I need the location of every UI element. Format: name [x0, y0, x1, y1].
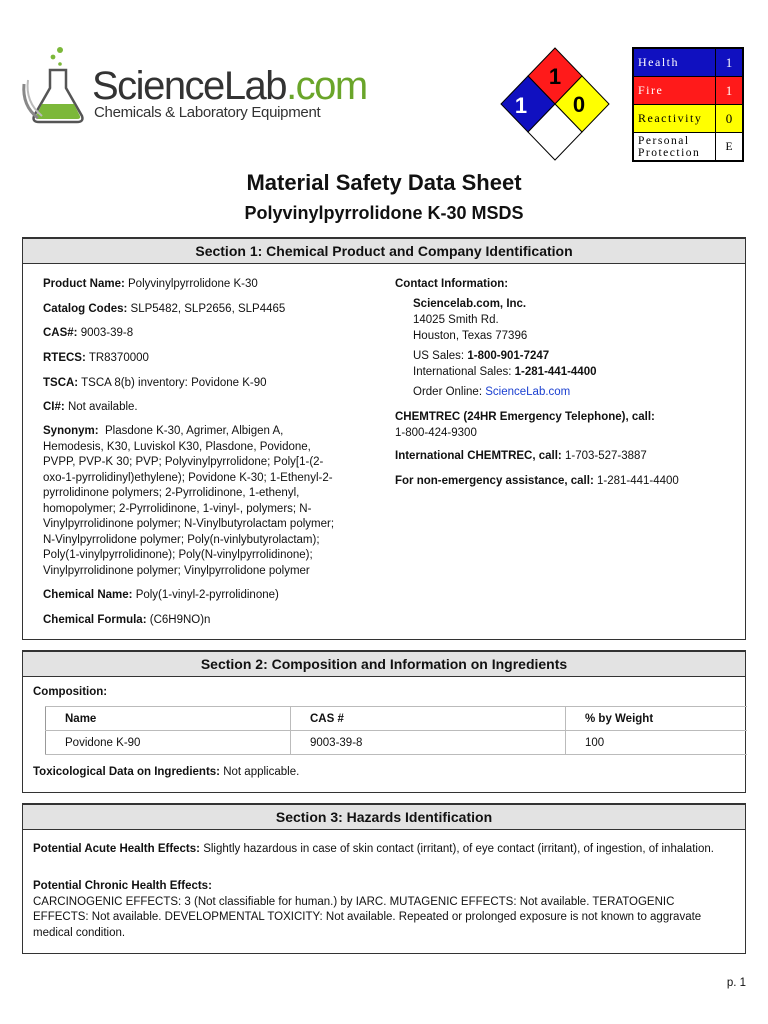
synonym-line: pyrrolidinone polymers; 2-Pyrrolidinone, 1-ethenyl, [43, 487, 300, 499]
nfpa-diamond [499, 46, 611, 164]
hazard-value: 0 [716, 105, 744, 133]
document-subtitle: Polyvinylpyrrolidone K-30 MSDS [244, 203, 524, 223]
page-number: p. 1 [726, 977, 746, 989]
synonym-line: homopolymer; 2-Pyrrolidinone, 1-vinyl-, polymers; N- [43, 502, 312, 515]
nfpa-fire-value: 1 [548, 64, 562, 89]
field-label: CAS#: [43, 327, 78, 339]
table-cell: Povidone K-90 [46, 731, 291, 755]
sciencelab-logo [20, 44, 367, 124]
synonym-line: PVPP, PVP-K 30; PVP; Polyvinylpyrrolidone; Poly[1-(2- [43, 456, 324, 468]
column-header: Name [46, 707, 291, 731]
us-sales [413, 349, 549, 365]
field-label: Chemical Formula: [43, 614, 147, 626]
composition-label: Composition: [33, 686, 108, 698]
field-value: 9003-39-8 [80, 327, 134, 339]
section-1 [22, 237, 746, 640]
field-label: International CHEMTREC, call: [395, 450, 562, 462]
company-name: Sciencelab.com, Inc. [413, 298, 527, 310]
synonym-line: Vinylpyrrolidinone polymer; Vinylpyrrolidone polymer [43, 564, 310, 577]
field-value: Slightly hazardous in case of skin contact (irritant), of eye contact (irritant), of ingestion, of inhalation. [203, 843, 714, 855]
chemical-formula-field [43, 613, 210, 629]
field-label: RTECS: [43, 352, 86, 364]
hazard-label: Fire [633, 77, 716, 105]
synonym-line: Vinylpyrrolidinone polymer; N-Vinylbutyrolactam polymer; [43, 518, 335, 530]
ci-field [43, 400, 138, 416]
flask-icon [20, 44, 90, 124]
product-name-field [43, 277, 258, 293]
logo-word-science: Science [92, 64, 224, 108]
synonym-line: N-Vinylpyrrolidone polymer; Poly(n-vinlybutyrolactam); [43, 533, 320, 546]
section-heading: Section 1: Chemical Product and Company Identification [23, 237, 745, 264]
section-3 [22, 803, 746, 954]
synonym-field [43, 424, 373, 579]
nfpa-health-value: 1 [514, 93, 528, 118]
field-value: 1-703-527-3887 [564, 450, 647, 462]
chemical-name-field [43, 588, 279, 604]
address-line-2: Houston, Texas 77396 [413, 330, 528, 342]
field-label: TSCA: [43, 377, 79, 389]
synonym-line [43, 424, 373, 440]
logo-word-domain: .com [286, 64, 367, 108]
column-header: CAS # [291, 707, 566, 731]
logo-wordmark [92, 66, 367, 106]
chronic-health-effects [33, 879, 733, 941]
international-sales [413, 365, 597, 381]
table-header-row [46, 707, 748, 731]
field-label: Product Name: [43, 278, 125, 290]
international-chemtrec-field [395, 449, 647, 465]
field-value: Plasdone K-30, Agrimer, Albigen A, [104, 425, 284, 437]
hazard-row-health [633, 48, 743, 77]
field-value: TR8370000 [88, 352, 149, 364]
field-value: 1-800-901-7247 [467, 350, 550, 362]
field-value: (C6H9NO)n [149, 614, 211, 626]
field-label: Toxicological Data on Ingredients: [33, 766, 221, 778]
section-heading: Section 2: Composition and Information on Ingredients [23, 650, 745, 677]
contact-info-label: Contact Information: [395, 278, 509, 290]
acute-health-effects [33, 842, 733, 858]
non-emergency-field [395, 474, 679, 490]
hazard-value: 1 [716, 48, 744, 77]
hazard-rating-table [632, 47, 744, 162]
hazard-row-fire [633, 77, 743, 105]
rtecs-field [43, 351, 149, 367]
field-label: US Sales: [413, 350, 465, 362]
field-value: TSCA 8(b) inventory: Povidone K-90 [81, 377, 267, 389]
field-value: 1-800-424-9300 [395, 426, 477, 439]
synonym-line: oxo-1-pyrrolidinyl)ethylene); Povidone K-30; 1-Ethenyl-2- [43, 471, 333, 484]
field-label: International Sales: [413, 366, 512, 378]
hazard-value: 1 [716, 77, 744, 105]
section-2 [22, 650, 746, 793]
field-label: Order Online: [413, 386, 483, 398]
field-label: Synonym: [43, 425, 99, 437]
synonym-line: Poly(1-vinylpyrrolidinone); Poly(N-vinylpyrrolidinone); [43, 549, 313, 561]
nfpa-reactivity-value: 0 [572, 92, 586, 117]
chemtrec-field [395, 410, 655, 441]
hazard-label: Personal Protection [633, 133, 716, 162]
section-heading: Section 3: Hazards Identification [23, 803, 745, 830]
composition-table [45, 706, 747, 755]
field-value: SLP5482, SLP2656, SLP4465 [130, 303, 286, 315]
order-online [413, 385, 570, 401]
sciencelab-link[interactable]: ScienceLab.com [485, 386, 571, 398]
field-value: Polyvinylpyrrolidone K-30 [128, 278, 258, 290]
document-title: Material Safety Data Sheet [246, 170, 522, 195]
field-value: CARCINOGENIC EFFECTS: 3 (Not classifiable for human.) by IARC. MUTAGENIC EFFECTS: Not available. TERATOGENIC EFFECTS: Not available. DEVELOPMENTAL TOXICITY: Not available. Repeated or prolonged exposure is not known to aggravate medical condition. [33, 895, 702, 939]
table-cell: 100 [566, 731, 748, 755]
field-value: 1-281-441-4400 [596, 475, 679, 487]
field-value: Poly(1-vinyl-2-pyrrolidinone) [135, 589, 279, 601]
logo-tagline: Chemicals & Laboratory Equipment [94, 104, 321, 121]
field-label: Potential Acute Health Effects: [33, 843, 200, 855]
hazard-label: Health [633, 48, 716, 77]
field-value: Not available. [67, 401, 138, 413]
field-value: 1-281-441-4400 [514, 366, 597, 378]
tsca-field [43, 376, 267, 392]
hazard-value: E [716, 133, 744, 162]
hazard-label: Reactivity [633, 105, 716, 133]
field-label: CHEMTREC (24HR Emergency Telephone), call: [395, 411, 655, 423]
field-label: CI#: [43, 401, 65, 413]
hazard-row-reactivity [633, 105, 743, 133]
field-label: Chemical Name: [43, 589, 133, 601]
field-value: Not applicable. [223, 766, 300, 778]
hazard-row-protection [633, 133, 743, 162]
synonym-line: Hemodesis, K30, Luviskol K30, Plasdone, Povidone, [43, 440, 311, 453]
field-label: For non-emergency assistance, call: [395, 475, 594, 487]
table-row [46, 731, 748, 755]
table-cell: 9003-39-8 [291, 731, 566, 755]
field-label: Catalog Codes: [43, 303, 128, 315]
column-header: % by Weight [566, 707, 748, 731]
address-line-1: 14025 Smith Rd. [413, 314, 499, 326]
cas-field [43, 326, 133, 342]
logo-word-lab: Lab [223, 64, 287, 108]
catalog-codes-field [43, 302, 285, 318]
toxicological-data [33, 765, 299, 781]
field-label: Potential Chronic Health Effects: [33, 880, 212, 892]
